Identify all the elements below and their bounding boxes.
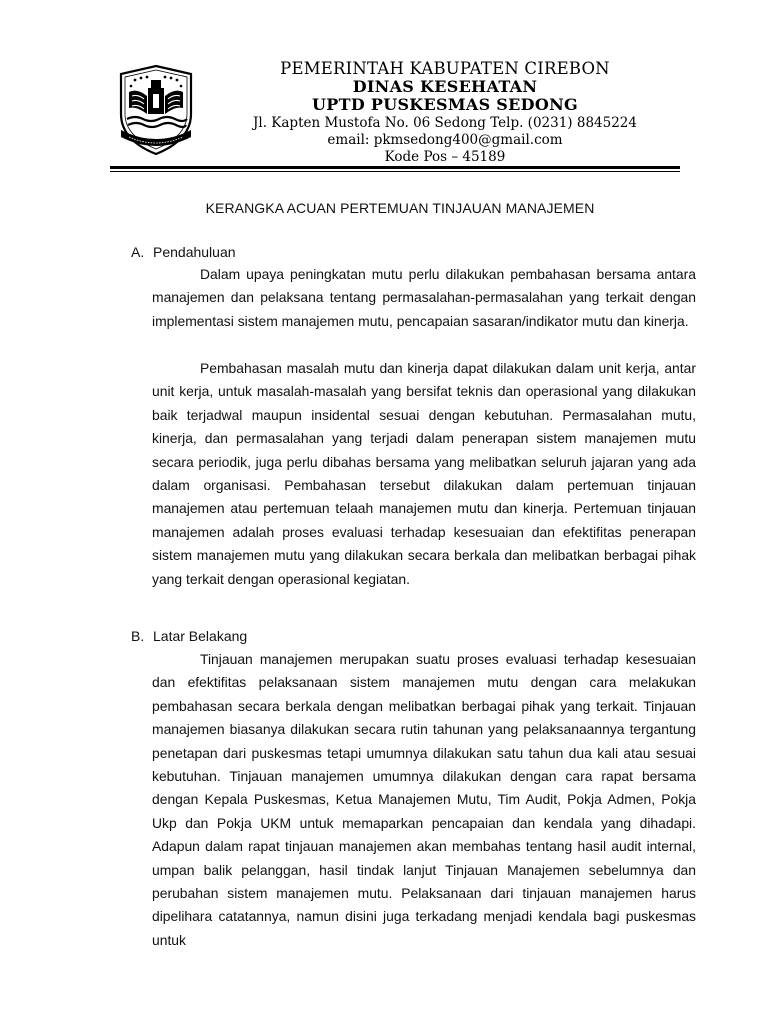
cirebon-regency-emblem-icon (117, 64, 195, 156)
letterhead-divider-thin (110, 171, 680, 172)
section-title: Pendahuluan (153, 244, 236, 260)
section-letter: A. (131, 244, 145, 260)
document-title: KERANGKA ACUAN PERTEMUAN TINJAUAN MANAJEMEN (205, 200, 595, 216)
section-heading-a (131, 244, 236, 260)
letterhead-email: email: pkmsedong400@gmail.com (327, 132, 563, 148)
section-title: Latar Belakang (153, 628, 248, 644)
letterhead-government: PEMERINTAH KABUPATEN CIREBON (280, 59, 610, 78)
letterhead-agency: DINAS KESEHATAN (352, 77, 538, 96)
letterhead (215, 60, 675, 166)
letterhead-unit: UPTD PUSKESMAS SEDONG (312, 95, 578, 114)
paragraph-a2: Pembahasan masalah mutu dan kinerja dapat dilakukan dalam unit kerja, antar unit kerja, untuk masalah-masalah yang bersifat teknis dan operasional yang dilakukan baik terjadwal maupun insidental sesuai dengan kebutuhan. Permasalahan mutu, kinerja, dan permasalahan yang terjadi dalam penerapan sistem manajemen mutu secara periodik, juga perlu dibahas bersama yang melibatkan seluruh jajaran yang ada dalam organisasi. Pembahasan tersebut dilakukan dalam pertemuan tinjauan manajemen atau pertemuan telaah manajemen mutu dan kinerja. Pertemuan tinjauan manajemen adalah proses evaluasi terhadap kesesuaian dan efektifitas penerapan sistem manajemen mutu yang dilakukan secara berkala dan melibatkan berbagai pihak yang terkait dengan operasional kegiatan. (152, 360, 696, 587)
letterhead-address: Jl. Kapten Mustofa No. 06 Sedong Telp. (0231) 8845224 (252, 115, 637, 131)
letterhead-postal-code: Kode Pos – 45189 (384, 149, 506, 165)
section-heading-b (131, 628, 247, 644)
paragraph-b1: Tinjauan manajemen merupakan suatu proses evaluasi terhadap kesesuaian dan efektifitas pelaksanaan sistem manajemen mutu dengan cara melakukan pembahasan secara berkala dengan melibatkan berbagai pihak yang terkait. Tinjauan manajemen biasanya dilakukan secara rutin tahunan yang pelaksanaannya tergantung penetapan dari puskesmas tetapi umumnya dilakukan satu tahun dua kali atau sesuai kebutuhan. Tinjauan manajemen umumnya dilakukan dengan cara rapat bersama dengan Kepala Puskesmas, Ketua Manajemen Mutu, Tim Audit, Pokja Admen, Pokja Ukp dan Pokja UKM untuk memaparkan pencapaian dan kendala yang dihadapi. Adapun dalam rapat tinjauan manajemen akan membahas tentang hasil audit internal, umpan balik pelanggan, hasil tindak lanjut Tinjauan Manajemen sebelumnya dan perubahan sistem manajemen mutu. Pelaksanaan dari tinjauan manajemen harus dipelihara catatannya, namun disini juga terkadang menjadi kendala bagi puskesmas untuk (152, 651, 696, 948)
section-letter: B. (131, 628, 145, 644)
paragraph-a1: Dalam upaya peningkatan mutu perlu dilakukan pembahasan bersama antara manajemen dan pelaksana tentang permasalahan-permasalahan yang terkait dengan implementasi sistem manajemen mutu, pencapaian sasaran/indikator mutu dan kinerja. (152, 266, 696, 329)
letterhead-divider-thick (110, 166, 680, 169)
